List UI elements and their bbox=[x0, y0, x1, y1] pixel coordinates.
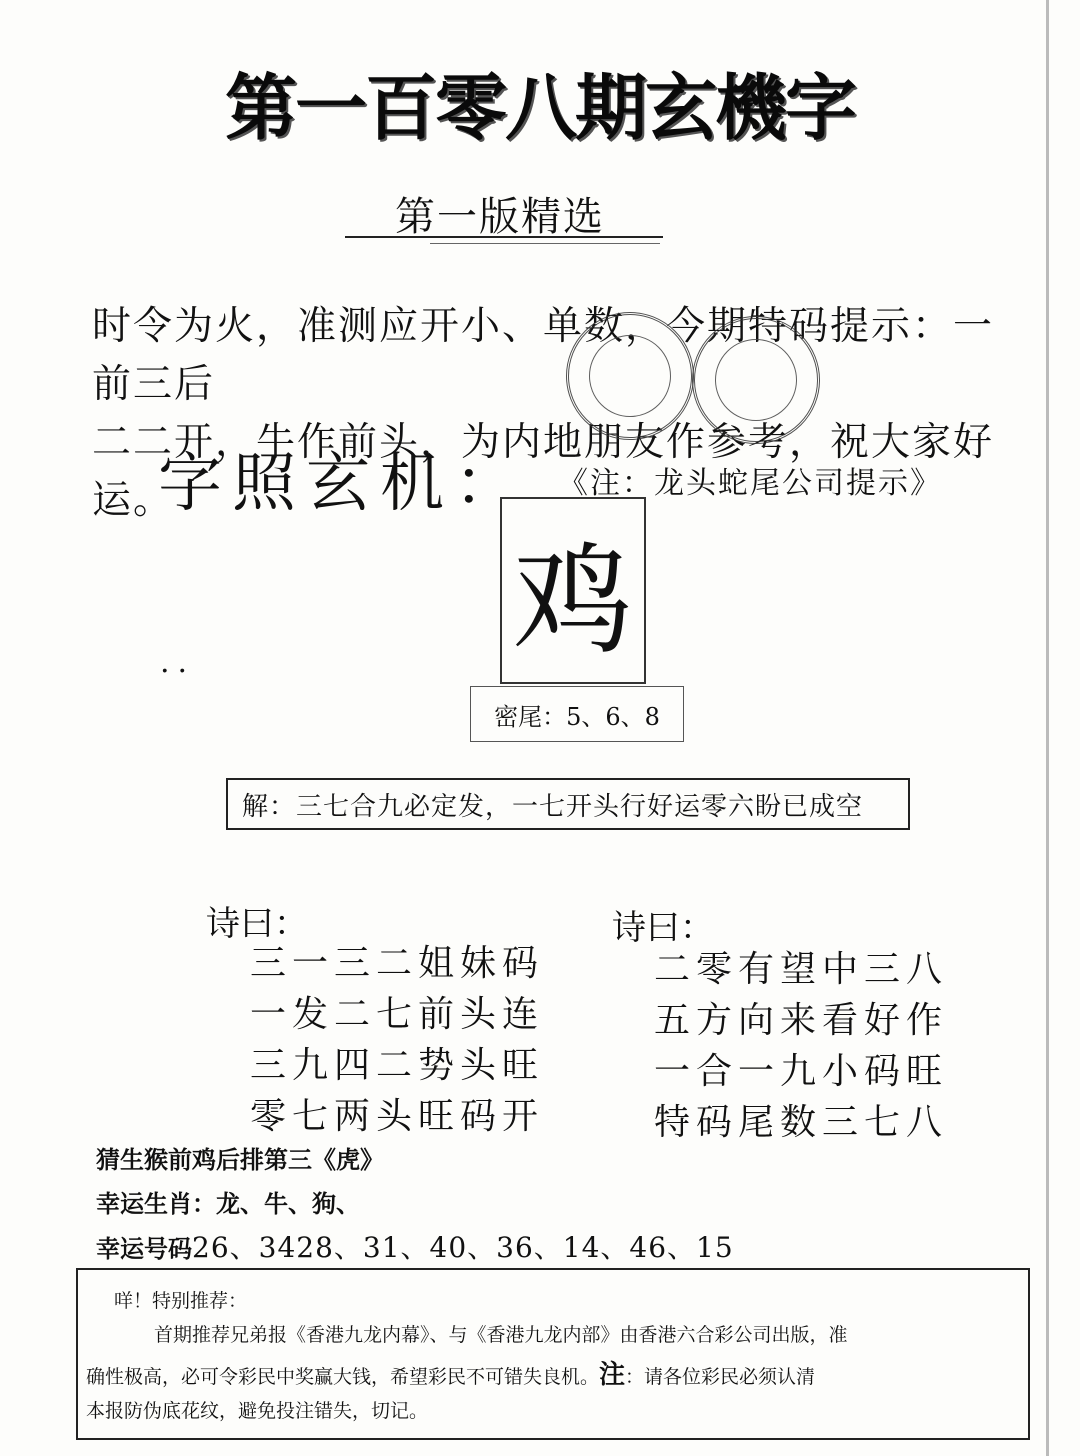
explanation-box bbox=[226, 778, 910, 830]
intro-line-1: 时令为火，准测应开小、单数，今期特码提示：一前三后 bbox=[92, 304, 995, 407]
subtitle-underline-secondary bbox=[430, 243, 660, 244]
poem-2 bbox=[654, 944, 948, 1148]
dots-mark: .. bbox=[160, 645, 196, 680]
poem-1-line: 零七两头旺码开 bbox=[250, 1096, 545, 1137]
poem-2-line: 五方向来看好作 bbox=[654, 1000, 949, 1041]
promo-line-3: 本报防伪底花纹，避免投注错失，切记。 bbox=[86, 1400, 429, 1422]
company-note: 《注：龙头蛇尾公司提示》 bbox=[558, 466, 942, 501]
promo-line-1: 首期推荐兄弟报《香港九龙内幕》、与《香港九龙内部》由香港六合彩公司出版，准 bbox=[154, 1324, 848, 1346]
lucky-numbers-values: 26、3428、31、40、36、14、46、15 bbox=[192, 1231, 734, 1264]
page-subtitle: 第一版精选 bbox=[395, 194, 605, 240]
tail-number-label: 密尾：5、6、8 bbox=[494, 702, 660, 731]
page-edge-line bbox=[1046, 0, 1049, 1456]
promo-line-2 bbox=[86, 1356, 815, 1396]
promo-line-2-tail: ：请各位彩民必须认清 bbox=[625, 1366, 816, 1388]
poem-2-line: 一合一九小码旺 bbox=[654, 1051, 949, 1092]
seal-stamp-left bbox=[566, 312, 694, 440]
promo-note-label: 注 bbox=[599, 1360, 626, 1390]
tail-number-box bbox=[470, 686, 684, 742]
page-title: 第一百零八期玄機字 bbox=[224, 66, 855, 150]
seal-stamp-right bbox=[692, 316, 820, 444]
promo-line-2-text: 确性极高，必可令彩民中奖赢大钱，希望彩民不可错失良机。 bbox=[86, 1366, 600, 1388]
poem-1-line: 三九四二势头旺 bbox=[250, 1045, 545, 1086]
explanation-text: 解：三七合九必定发，一七开头行好运零六盼已成空 bbox=[242, 791, 864, 822]
poem-2-heading: 诗曰： bbox=[612, 908, 714, 948]
poem-2-line: 二零有望中三八 bbox=[654, 949, 949, 990]
lucky-zodiac-line: 幸运生肖：龙、牛、狗、 bbox=[96, 1190, 360, 1218]
intro-line-2: 二二开，牛作前头，为内地朋友作参考，祝大家好运。 bbox=[92, 420, 995, 523]
seal-stamp-left-inner bbox=[589, 335, 671, 417]
poem-1-line: 一发二七前头连 bbox=[250, 994, 545, 1035]
featured-character-box bbox=[500, 497, 646, 684]
lucky-numbers-label: 幸运号码 bbox=[96, 1235, 192, 1263]
subtitle-underline bbox=[345, 236, 663, 238]
featured-character: 鸡 bbox=[513, 531, 633, 671]
poem-1-line: 三一三二姐妹码 bbox=[250, 943, 545, 984]
poem-1-heading: 诗曰： bbox=[206, 904, 308, 944]
lucky-numbers-line bbox=[96, 1226, 734, 1266]
poem-2-line: 特码尾数三七八 bbox=[654, 1102, 949, 1143]
promo-heading: 咩！特别推荐： bbox=[114, 1290, 248, 1312]
guess-zodiac-line: 猜生猴前鸡后排第三《虎》 bbox=[96, 1146, 384, 1174]
section-heading: 字照玄机： bbox=[158, 447, 528, 521]
promo-box bbox=[76, 1268, 1030, 1440]
poem-1 bbox=[250, 938, 544, 1142]
seal-stamp-right-inner bbox=[715, 339, 797, 421]
